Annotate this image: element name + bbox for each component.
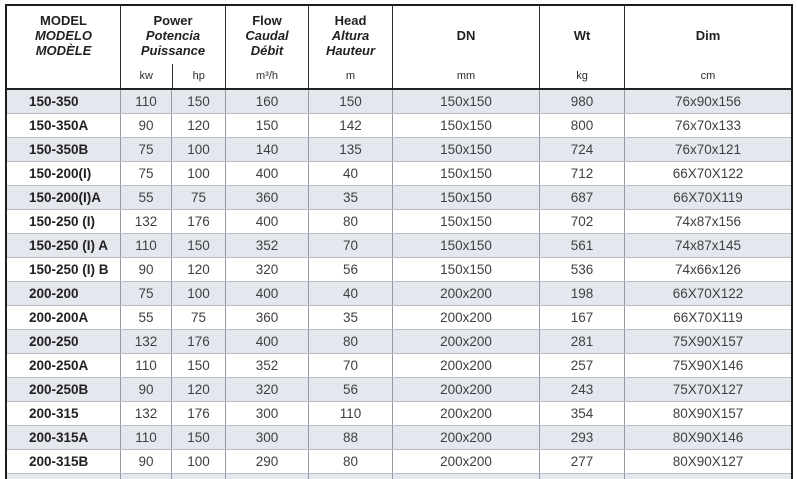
flow-cell: 352 [226,234,309,257]
power-kw-cell: 110 [121,426,172,449]
power-hp-cell: 100 [172,138,226,161]
model-cell: 200-250A [7,354,121,377]
flow-title-fr: Débit [250,42,284,58]
unit-dn: mm [456,70,476,82]
power-kw-cell: 75 [121,138,172,161]
wt-cell: 354 [540,402,625,425]
flow-cell: 352 [226,354,309,377]
flow-cell: 160 [226,90,309,113]
flow-cell: 300 [226,402,309,425]
model-cell: 150-350A [7,114,121,137]
table-row [7,378,791,402]
model-cell: 150-250 (I) B [7,258,121,281]
wt-cell: 980 [540,90,625,113]
head-cell: 142 [309,114,393,137]
model-cell: 200-315A [7,426,121,449]
dn-cell: 200x200 [393,330,540,353]
flow-cell: 320 [226,378,309,401]
head-cell: 80 [309,330,393,353]
model-title-en: MODEL [40,12,87,28]
model-cell: 200-250B [7,378,121,401]
model-title-es: MODELO [34,27,93,43]
power-hp-cell: 176 [172,402,226,425]
dim-cell: 80X90X157 [672,406,744,421]
table-row [7,258,791,282]
power-units-row [121,64,225,88]
partial-kw-cell [121,474,172,479]
partial-head-cell [309,474,393,479]
power-hp-cell: 120 [172,114,226,137]
power-hp-cell: 75 [172,306,226,329]
dim-column-title [625,6,791,64]
dim-cell: 80X90X127 [672,454,744,469]
power-hp-cell: 150 [172,354,226,377]
power-hp-cell: 150 [172,426,226,449]
model-cell: 150-200(I)A [7,186,121,209]
dn-cell: 200x200 [393,306,540,329]
flow-cell: 360 [226,186,309,209]
power-kw-cell: 75 [121,282,172,305]
dim-cell: 66X70X119 [673,310,743,325]
flow-cell: 360 [226,306,309,329]
dim-cell: 75X90X146 [672,358,744,373]
dim-cell: 74x87x145 [674,238,742,253]
table-row [7,282,791,306]
wt-cell: 198 [540,282,625,305]
unit-flow: m³/h [256,70,278,82]
dim-cell: 76x90x156 [674,94,742,109]
power-kw-cell: 132 [121,402,172,425]
wt-cell: 800 [540,114,625,137]
table-body [7,90,791,474]
wt-cell: 687 [540,186,625,209]
power-hp-cell: 100 [172,282,226,305]
wt-cell: 277 [540,450,625,473]
power-kw-cell: 75 [121,162,172,185]
partial-hp-cell [172,474,226,479]
head-cell: 40 [309,162,393,185]
head-cell: 150 [309,90,393,113]
head-title-fr: Hauteur [325,42,376,58]
dim-cell: 66X70X122 [672,166,744,181]
pump-spec-table [5,4,793,479]
header-cell-flow [226,6,309,88]
dn-cell: 200x200 [393,282,540,305]
wt-cell: 536 [540,258,625,281]
flow-cell: 400 [226,282,309,305]
unit-wt: kg [576,70,588,82]
model-cell: 200-200 [7,282,121,305]
dn-cell: 150x150 [393,186,540,209]
header-cell-power [121,6,226,88]
model-cell: 200-315 [7,402,121,425]
unit-dim: cm [700,70,716,82]
dn-cell: 200x200 [393,426,540,449]
power-kw-cell: 55 [121,186,172,209]
head-cell: 35 [309,186,393,209]
table-row [7,186,791,210]
table-row [7,450,791,474]
header-cell-dim [625,6,791,88]
head-cell: 70 [309,234,393,257]
power-hp-cell: 120 [172,258,226,281]
power-kw-cell: 90 [121,114,172,137]
head-column-title [309,6,392,64]
head-cell: 135 [309,138,393,161]
head-cell: 80 [309,210,393,233]
wt-cell: 243 [540,378,625,401]
power-kw-cell: 110 [121,90,172,113]
flow-cell: 320 [226,258,309,281]
power-title-fr: Puissance [140,42,206,58]
table-row [7,90,791,114]
dim-cell: 74x66x126 [674,262,742,277]
dn-cell: 200x200 [393,450,540,473]
power-hp-cell: 100 [172,162,226,185]
power-title-es: Potencia [145,27,201,43]
table-row [7,330,791,354]
dim-cell: 75X90X157 [672,334,744,349]
dn-cell: 200x200 [393,378,540,401]
model-cell: 200-200A [7,306,121,329]
head-title-es: Altura [331,27,370,43]
power-kw-cell: 110 [121,234,172,257]
partial-dn-cell [393,474,540,479]
model-cell: 150-350 [7,90,121,113]
dim-cell: 66X70X119 [673,190,743,205]
power-hp-cell: 176 [172,330,226,353]
flow-column-title [226,6,308,64]
power-kw-cell: 90 [121,378,172,401]
header-cell-head [309,6,393,88]
dn-cell: 150x150 [393,114,540,137]
dn-cell: 150x150 [393,162,540,185]
wt-cell: 702 [540,210,625,233]
table-row [7,234,791,258]
power-hp-cell: 120 [172,378,226,401]
table-row [7,210,791,234]
head-cell: 40 [309,282,393,305]
flow-cell: 400 [226,210,309,233]
flow-cell: 400 [226,162,309,185]
dim-title: Dim [695,27,721,43]
table-row [7,114,791,138]
table-row [7,306,791,330]
wt-cell: 712 [540,162,625,185]
dn-cell: 200x200 [393,354,540,377]
partial-row [7,474,791,479]
model-cell: 150-250 (I) [7,210,121,233]
dn-cell: 150x150 [393,258,540,281]
flow-cell: 150 [226,114,309,137]
power-kw-cell: 132 [121,210,172,233]
dim-cell: 76x70x121 [674,142,742,157]
header-cell-dn [393,6,540,88]
wt-cell: 724 [540,138,625,161]
partial-wt-cell [540,474,625,479]
power-hp-cell: 150 [172,234,226,257]
flow-title-es: Caudal [245,27,289,43]
power-title-en: Power [153,12,193,28]
head-cell: 88 [309,426,393,449]
dim-cell: 76x70x133 [674,118,742,133]
partial-dim-cell [625,474,791,479]
model-title-fr: MODÈLE [35,42,92,58]
wt-title: Wt [573,27,591,43]
table-row [7,402,791,426]
flow-cell: 300 [226,426,309,449]
power-column-title [121,6,225,64]
wt-cell: 257 [540,354,625,377]
head-cell: 56 [309,378,393,401]
model-cell: 150-250 (I) A [7,234,121,257]
model-column-title [7,6,120,64]
dim-cell: 66X70X122 [672,286,744,301]
table-row [7,354,791,378]
power-kw-cell: 55 [121,306,172,329]
power-hp-cell: 150 [172,90,226,113]
head-cell: 80 [309,450,393,473]
wt-column-title [540,6,624,64]
table-row [7,138,791,162]
power-kw-cell: 90 [121,258,172,281]
dn-title: DN [456,27,476,43]
power-hp-cell: 100 [172,450,226,473]
dn-cell: 150x150 [393,210,540,233]
head-title-en: Head [334,12,367,28]
head-cell: 56 [309,258,393,281]
unit-kw: kw [139,70,153,82]
table-header-row [7,6,791,90]
table-row [7,162,791,186]
wt-cell: 281 [540,330,625,353]
model-cell: 200-250 [7,330,121,353]
flow-cell: 140 [226,138,309,161]
model-cell: 150-350B [7,138,121,161]
flow-cell: 400 [226,330,309,353]
head-cell: 110 [309,402,393,425]
header-cell-model [7,6,121,88]
head-cell: 70 [309,354,393,377]
dim-cell: 74x87x156 [674,214,742,229]
power-hp-cell: 176 [172,210,226,233]
wt-cell: 293 [540,426,625,449]
dn-cell: 150x150 [393,138,540,161]
dn-cell: 150x150 [393,90,540,113]
dim-cell: 80X90X146 [672,430,744,445]
header-cell-wt [540,6,625,88]
model-cell: 150-200(I) [7,162,121,185]
wt-cell: 167 [540,306,625,329]
table-row [7,426,791,450]
model-cell: 200-315B [7,450,121,473]
power-kw-cell: 90 [121,450,172,473]
model-unit-spacer [7,64,120,88]
partial-model-cell [7,474,121,479]
dn-cell: 150x150 [393,234,540,257]
power-hp-cell: 75 [172,186,226,209]
flow-cell: 290 [226,450,309,473]
partial-flow-cell [226,474,309,479]
flow-title-en: Flow [252,12,282,28]
dim-cell: 75X70X127 [672,382,744,397]
head-cell: 35 [309,306,393,329]
power-kw-cell: 132 [121,330,172,353]
wt-cell: 561 [540,234,625,257]
dn-column-title [393,6,539,64]
dn-cell: 200x200 [393,402,540,425]
power-kw-cell: 110 [121,354,172,377]
unit-head: m [345,70,356,82]
unit-hp: hp [172,64,225,88]
